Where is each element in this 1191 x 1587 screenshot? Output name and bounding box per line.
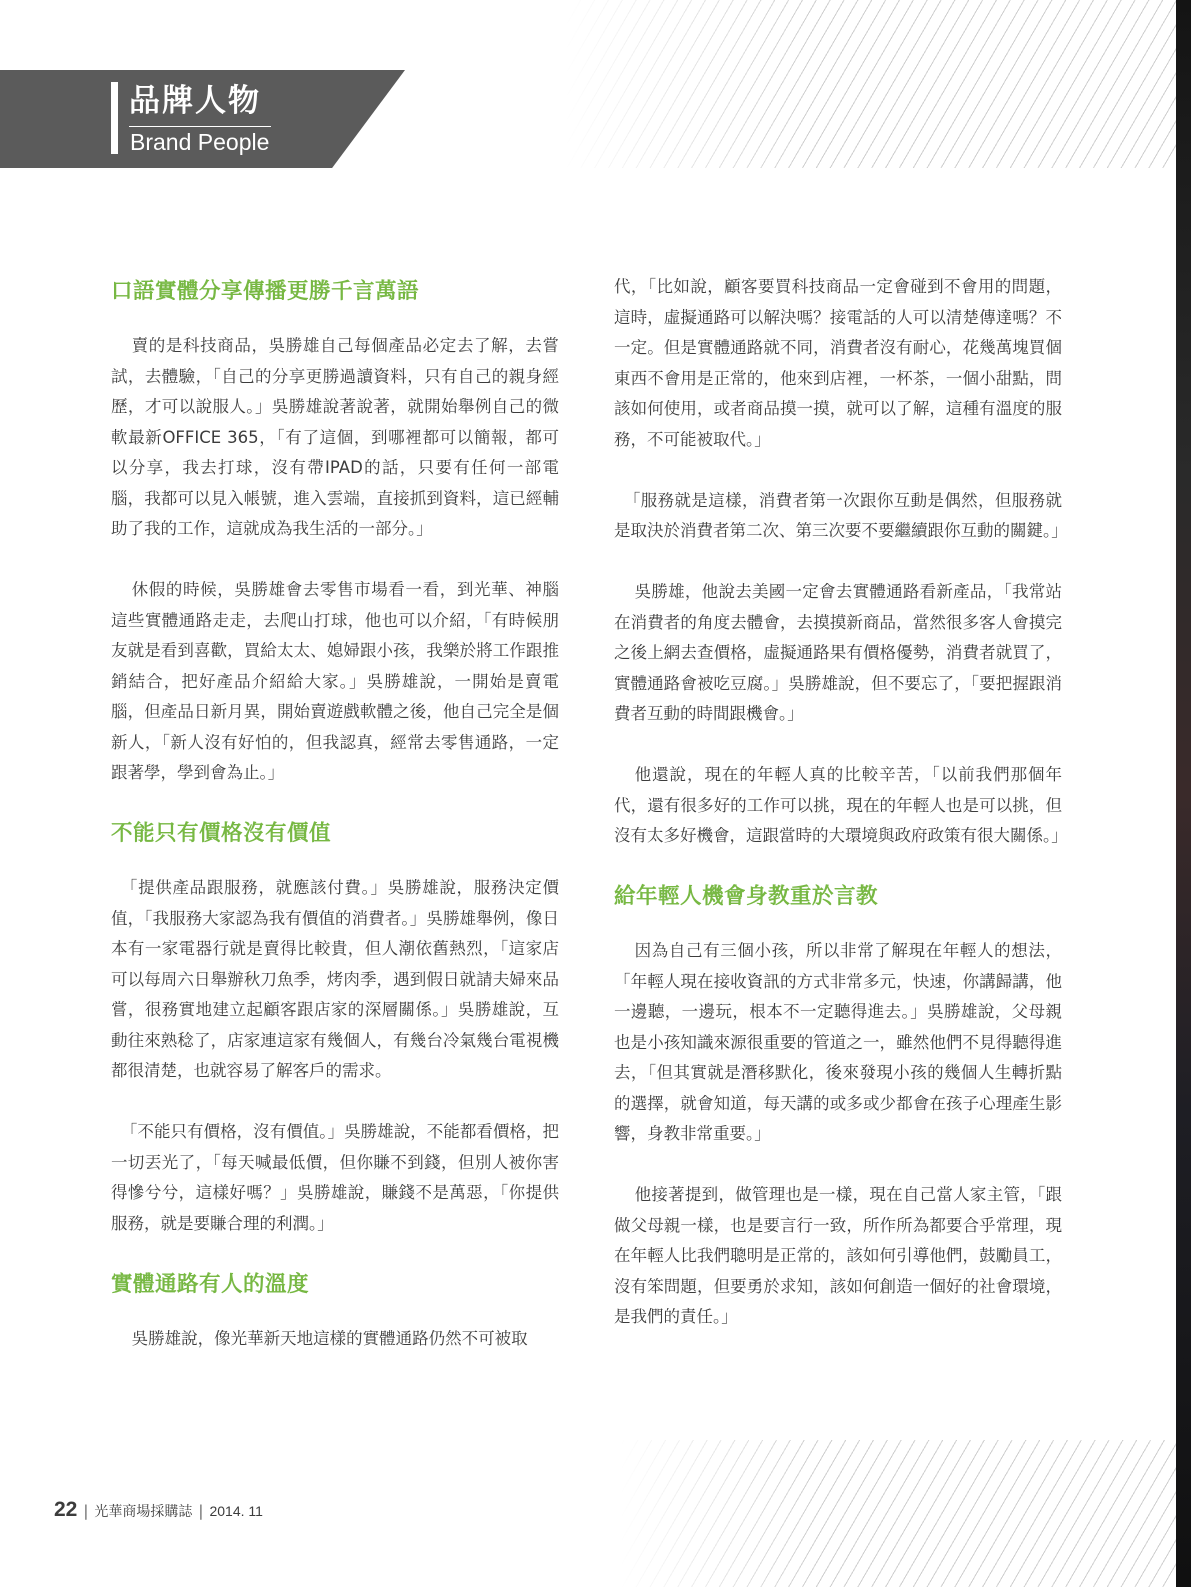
paragraph: 「不能只有價格，沒有價值。」吳勝雄說，不能都看價格，把一切丟光了，「每天喊最低價，但你賺不到錢，但別人被你害得慘兮兮，這樣好嗎？」吳勝雄說，賺錢不是萬惡，「你提供服務，就是要賺合理的利潤。」 [111, 1122, 559, 1233]
footer-separator: | [83, 1502, 89, 1520]
heading-youth-opportunity: 給年輕人機會身教重於言教 [614, 884, 879, 909]
paragraph: 吳勝雄說，像光華新天地這樣的實體通路仍然不可被取 [131, 1328, 528, 1348]
page-footer [54, 1498, 263, 1530]
banner-accent-bar [111, 82, 118, 154]
decorative-stripes-bottom [620, 1440, 1176, 1587]
magazine-name: 光華商場採購誌 [94, 1504, 193, 1520]
paragraph: 他還說，現在的年輕人真的比較辛苦，「以前我們那個年代，還有很多好的工作可以挑，現在的年輕人也是可以挑，但沒有太多好機會，這跟當時的大環境與政府政策有很大關係。」 [614, 765, 1068, 845]
page-number: 22 [54, 1498, 78, 1521]
paragraph: 賣的是科技商品，吳勝雄自己每個產品必定去了解，去嘗試，去體驗，「自己的分享更勝過讀資料，只有自己的親身經歷，才可以說服人。」吳勝雄說著說著，就開始舉例自己的微軟最新OFFICE 365，「有了這個，到哪裡都可以簡報，都可以分享，我去打球，沒有帶IPAD的話，只要有任何一部電腦，我都可以見入帳號，進入雲端，直接抓到資料，這已經輔助了我的工作，這就成為我生活的一部分。」 [111, 336, 559, 538]
paragraph: 因為自己有三個小孩，所以非常了解現在年輕人的想法，「年輕人現在接收資訊的方式非常多元，快速，你講歸講，他一邊聽，一邊玩，根本不一定聽得進去。」吳勝雄說，父母親也是小孩知識來源很重要的管道之一，雖然他們不見得聽得進去，「但其實就是潛移默化，後來發現小孩的幾個人生轉折點的選擇，就會知道，每天講的或多或少都會在孩子心理產生影響，身教非常重要。」 [614, 941, 1062, 1143]
paragraph: 他接著提到，做管理也是一樣，現在自己當人家主管，「跟做父母親一樣，也是要言行一致，所作所為都要合乎常理，現在年輕人比我們聰明是正常的，該如何引導他們，鼓勵員工，沒有笨問題，但要勇於求知，該如何創造一個好的社會環境，是我們的責任。」 [614, 1185, 1062, 1326]
footer-separator: | [198, 1502, 204, 1520]
left-column [111, 272, 559, 1354]
paragraph: 「服務就是這樣，消費者第一次跟你互動是偶然，但服務就是取決於消費者第二次、第三次要不要繼續跟你互動的關鍵。」 [614, 490, 1068, 540]
paragraph: 休假的時候，吳勝雄會去零售市場看一看，到光華、神腦這些實體通路走走，去爬山打球，他也可以介紹，「有時候朋友就是看到喜歡，買給太太、媳婦跟小孩，我樂於將工作跟推銷結合，把好產品介紹給大家。」吳勝雄說，一開始是賣電腦，但產品日新月異，開始賣遊戲軟體之後，他自己完全是個新人，「新人沒有好怕的，但我認真，經常去零售通路，一定跟著學，學到會為止。」 [111, 580, 559, 782]
right-column [614, 272, 1068, 1333]
decorative-stripes-top [565, 0, 1176, 168]
section-title-zh: 品牌人物 [129, 83, 261, 119]
heading-price-value: 不能只有價格沒有價值 [111, 821, 332, 846]
page-edge-strip [1176, 0, 1191, 1587]
banner-divider [129, 126, 271, 127]
heading-oral-sharing: 口語實體分享傳播更勝千言萬語 [111, 279, 420, 304]
heading-physical-channel: 實體通路有人的溫度 [111, 1271, 310, 1297]
issue-date: 2014. 11 [209, 1503, 263, 1519]
paragraph: 代，「比如說，顧客要買科技商品一定會碰到不會用的問題，這時，虛擬通路可以解決嗎？接電話的人可以清楚傳達嗎？不一定。但是實體通路就不同，消費者沒有耐心，花幾萬塊買個東西不會用是正常的，他來到店裡，一杯茶，一個小甜點，問該如何使用，或者商品摸一摸，就可以了解，這種有溫度的服務，不可能被取代。」 [614, 277, 1062, 449]
section-title-en: Brand People [130, 129, 270, 155]
paragraph: 「提供產品跟服務，就應該付費。」吳勝雄說，服務決定價值，「我服務大家認為我有價值的消費者。」吳勝雄舉例，像日本有一家電器行就是賣得比較貴，但人潮依舊熱烈，「這家店可以每周六日舉辦秋刀魚季，烤肉季，遇到假日就請夫婦來品嘗，很務實地建立起顧客跟店家的深層關係。」吳勝雄說，互動往來熟稔了，店家連這家有幾個人，有幾台冷氣幾台電視機都很清楚，也就容易了解客戶的需求。 [111, 878, 559, 1080]
paragraph: 吳勝雄，他說去美國一定會去實體通路看新產品，「我常站在消費者的角度去體會，去摸摸新商品，當然很多客人會摸完之後上網去查價格，虛擬通路果有價格優勢，消費者就買了，實體通路會被吃豆腐。」吳勝雄說，但不要忘了，「要把握跟消費者互動的時間跟機會。」 [614, 582, 1062, 723]
